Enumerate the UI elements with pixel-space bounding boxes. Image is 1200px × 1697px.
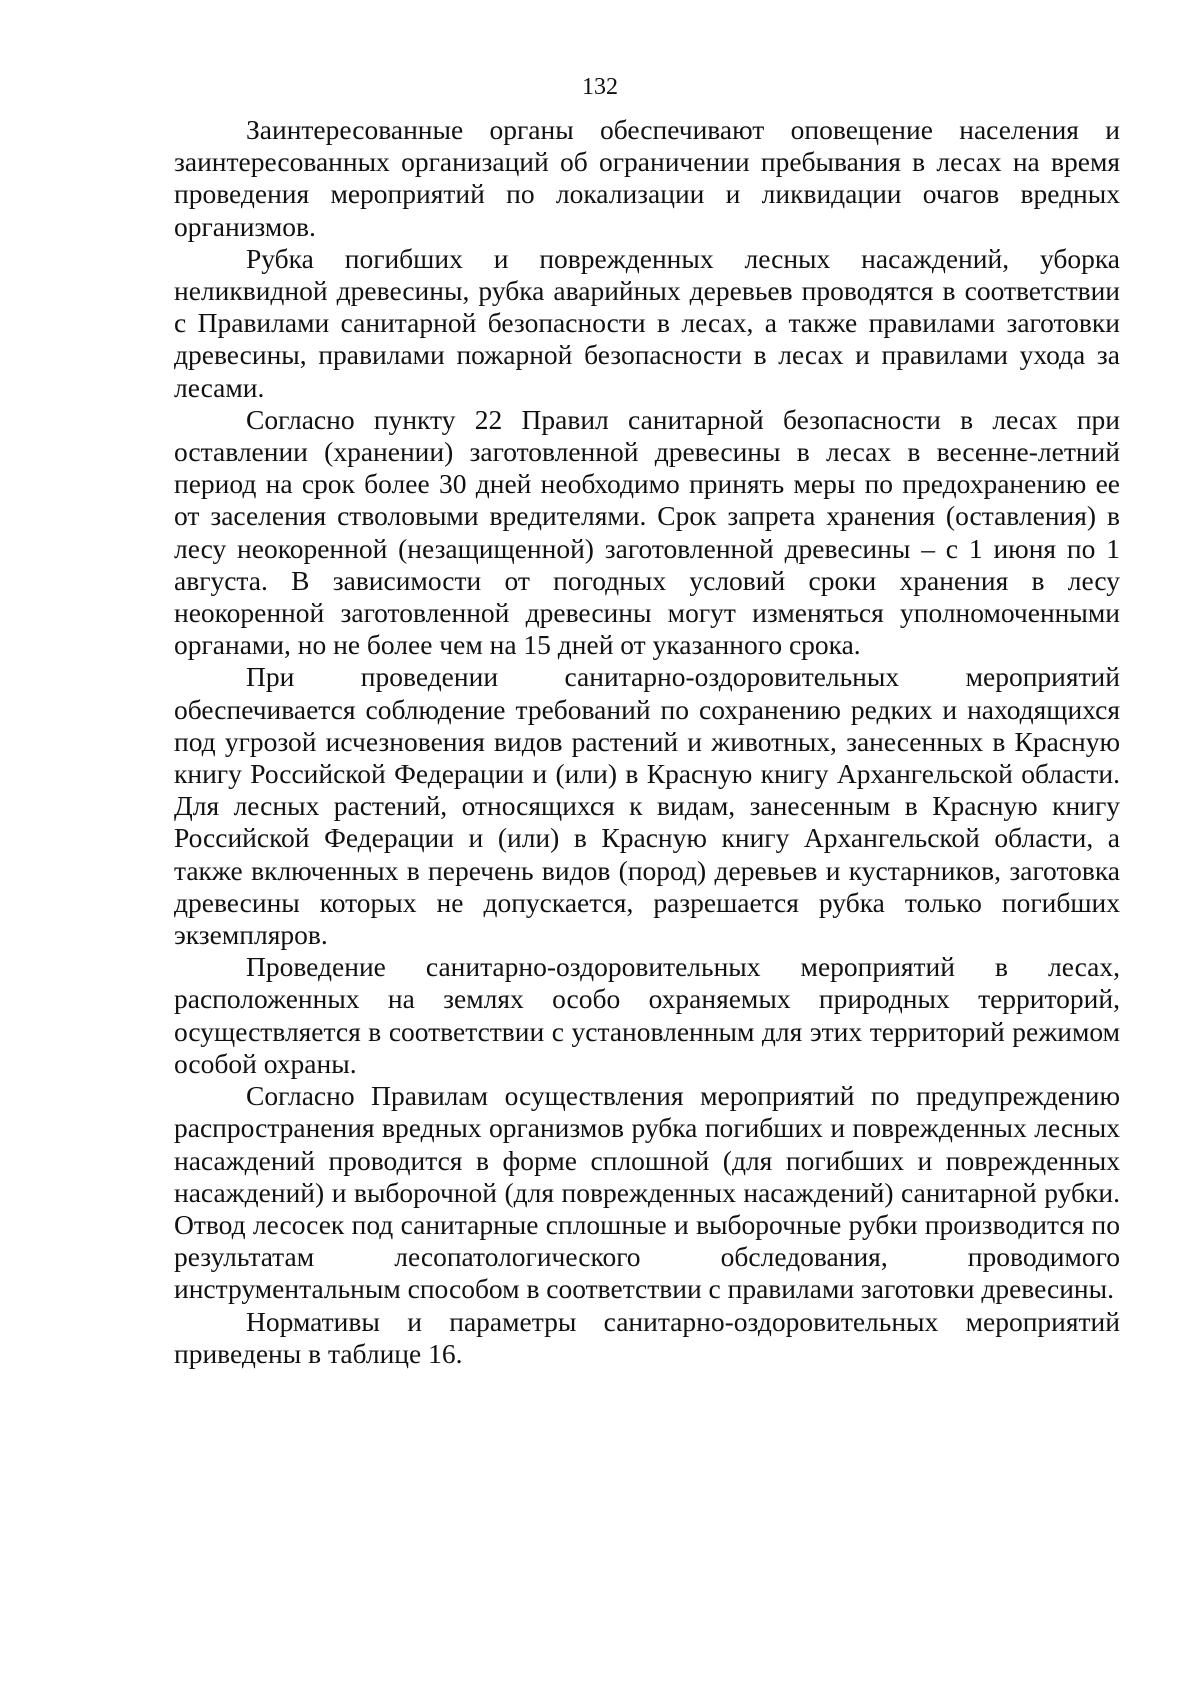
paragraph: Рубка погибших и поврежденных лесных насаждений, уборка неликвидной древесины, рубка аварийных деревьев проводятся в соответствии с Правилами санитарной безопасности в лесах, а также правилами заготовки древесины, правилами пожарной безопасности в лесах и правилами ухода за лесами. (174, 242, 1120, 403)
paragraph: Проведение санитарно-оздоровительных мероприятий в лесах, расположенных на землях особо охраняемых природных территорий, осуществляется в соответствии с установленным для этих территорий режимом особой охраны. (174, 951, 1120, 1079)
paragraph: Согласно Правилам осуществления мероприятий по предупреждению распространения вредных организмов рубка погибших и поврежденных лесных насаждений проводится в форме сплошной (для погибших и поврежденных насаждений) и выборочной (для поврежденных насаждений) санитарной рубки. Отвод лесосек под санитарные сплошные и выборочные рубки производится по результатам лесопатологического обследования, проводимого инструментальным способом в соответствии с правилами заготовки древесины. (174, 1080, 1120, 1305)
paragraph: Согласно пункту 22 Правил санитарной безопасности в лесах при оставлении (хранении) заготовленной древесины в лесах в весенне-летний период на срок более 30 дней необходимо принять меры по предохранению ее от заселения стволовыми вредителями. Срок запрета хранения (оставления) в лесу неокоренной (незащищенной) заготовленной древесины – с 1 июня по 1 августа. В зависимости от погодных условий сроки хранения в лесу неокоренной заготовленной древесины могут изменяться уполномоченными органами, но не более чем на 15 дней от указанного срока. (174, 403, 1120, 661)
paragraph: При проведении санитарно-оздоровительных мероприятий обеспечивается соблюдение требований по сохранению редких и находящихся под угрозой исчезновения видов растений и животных, занесенных в Красную книгу Российской Федерации и (или) в Красную книгу Архангельской области. Для лесных растений, относящихся к видам, занесенным в Красную книгу Российской Федерации и (или) в Красную книгу Архангельской области, а также включенных в перечень видов (пород) деревьев и кустарников, заготовка древесины которых не допускается, разрешается рубка только погибших экземпляров. (174, 661, 1120, 951)
document-body (174, 114, 1120, 1370)
paragraph: Заинтересованные органы обеспечивают оповещение населения и заинтересованных организаций об ограничении пребывания в лесах на время проведения мероприятий по локализации и ликвидации очагов вредных организмов. (174, 114, 1120, 242)
page-number: 132 (582, 74, 618, 100)
paragraph: Нормативы и параметры санитарно-оздоровительных мероприятий приведены в таблице 16. (174, 1305, 1120, 1369)
